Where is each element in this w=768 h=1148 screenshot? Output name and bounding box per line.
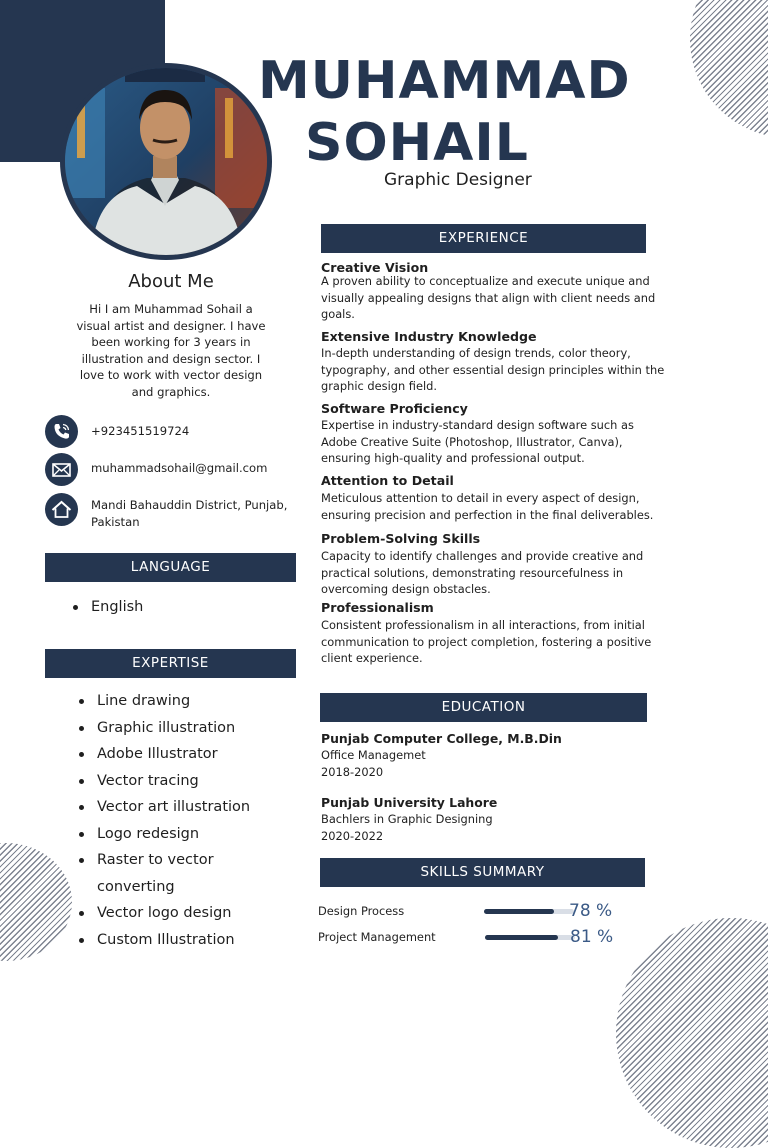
expertise-item: Vector logo design bbox=[97, 905, 232, 921]
hatch-decoration-bottom-right bbox=[616, 918, 768, 1148]
experience-title: Extensive Industry Knowledge bbox=[321, 329, 537, 344]
experience-title: Software Proficiency bbox=[321, 401, 468, 416]
home-icon bbox=[45, 493, 78, 526]
skill-percent: 81 % bbox=[570, 927, 614, 947]
expertise-item: Vector art illustration bbox=[97, 799, 251, 815]
description-line: Consistent professionalism in all interactions, from initial bbox=[321, 618, 645, 632]
job-title: Graphic Designer bbox=[384, 170, 532, 190]
education-school: Punjab Computer College, M.B.Din bbox=[321, 731, 562, 746]
skill-progress-track bbox=[484, 909, 574, 914]
expertise-item: Line drawing bbox=[97, 693, 191, 709]
list-item bbox=[97, 900, 250, 927]
experience-description bbox=[321, 417, 691, 467]
skills-heading: SKILLS SUMMARY bbox=[320, 858, 645, 887]
list-item bbox=[97, 927, 250, 954]
skill-percent: 78 % bbox=[569, 901, 613, 921]
education-years: 2020-2022 bbox=[321, 828, 384, 843]
email-address[interactable]: muhammadsohail@gmail.com bbox=[91, 461, 268, 475]
about-line: and graphics. bbox=[131, 384, 211, 399]
language-heading: LANGUAGE bbox=[45, 553, 296, 582]
education-details bbox=[321, 747, 426, 780]
list-item bbox=[91, 594, 143, 621]
language-list bbox=[91, 594, 143, 621]
address bbox=[91, 497, 287, 531]
skill-progress-fill bbox=[484, 909, 554, 914]
description-line: visually appealing designs that align with client needs and bbox=[321, 290, 656, 305]
skill-label: Design Process bbox=[318, 904, 405, 918]
about-line: love to work with vector design bbox=[79, 368, 263, 382]
list-item bbox=[97, 715, 250, 742]
description-line: practical solutions, demonstrating resourcefulness in bbox=[321, 565, 624, 580]
expertise-heading: EXPERTISE bbox=[45, 649, 296, 678]
language-item: English bbox=[91, 599, 144, 615]
skill-progress-fill bbox=[485, 935, 558, 940]
about-heading: About Me bbox=[128, 271, 214, 292]
education-degree: Office Managemet bbox=[321, 748, 426, 762]
about-line: been working for 3 years in bbox=[91, 335, 251, 349]
description-line: Meticulous attention to detail in every aspect of design, bbox=[321, 491, 640, 505]
hatch-decoration-top-right bbox=[690, 0, 768, 138]
about-line: visual artist and designer. I have bbox=[76, 318, 266, 333]
education-degree: Bachlers in Graphic Designing bbox=[321, 812, 493, 826]
experience-title: Professionalism bbox=[321, 600, 434, 615]
address-line: Pakistan bbox=[91, 515, 140, 529]
about-text bbox=[60, 301, 282, 400]
education-details bbox=[321, 811, 493, 844]
list-item bbox=[97, 847, 250, 874]
experience-title: Creative Vision bbox=[321, 260, 429, 275]
phone-number[interactable]: +923451519724 bbox=[91, 424, 190, 438]
list-item bbox=[97, 794, 250, 821]
description-line: Adobe Creative Suite (Photoshop, Illustrator, Canva), bbox=[321, 434, 623, 449]
experience-description bbox=[321, 490, 691, 523]
list-item bbox=[97, 688, 250, 715]
about-line: illustration and design sector. I bbox=[81, 351, 261, 366]
list-item bbox=[97, 741, 250, 768]
description-line: ensuring high-quality and professional output. bbox=[321, 451, 585, 466]
name-last: SOHAIL bbox=[305, 113, 529, 173]
mail-icon bbox=[45, 453, 78, 486]
description-line: A proven ability to conceptualize and execute unique and bbox=[321, 274, 650, 288]
description-line: typography, and other essential design principles within the bbox=[321, 362, 665, 377]
description-line: client experience. bbox=[321, 651, 423, 666]
experience-heading: EXPERIENCE bbox=[321, 224, 646, 253]
expertise-item: converting bbox=[97, 878, 175, 895]
hatch-decoration-bottom-left bbox=[0, 843, 72, 961]
profile-photo-image bbox=[65, 68, 267, 255]
description-line: graphic design field. bbox=[321, 379, 437, 394]
list-item bbox=[97, 821, 250, 848]
experience-title: Attention to Detail bbox=[321, 473, 454, 488]
skill-label: Project Management bbox=[318, 930, 436, 944]
description-line: Expertise in industry-standard design software such as bbox=[321, 418, 634, 432]
phone-icon bbox=[45, 415, 78, 448]
list-item bbox=[97, 768, 250, 795]
profile-photo bbox=[65, 68, 267, 255]
expertise-item: Adobe Illustrator bbox=[97, 746, 218, 762]
expertise-item: Logo redesign bbox=[97, 825, 200, 842]
about-line: Hi I am Muhammad Sohail a bbox=[89, 302, 253, 316]
experience-description bbox=[321, 273, 691, 323]
expertise-list bbox=[97, 688, 250, 953]
experience-title: Problem-Solving Skills bbox=[321, 531, 481, 546]
education-heading: EDUCATION bbox=[320, 693, 647, 722]
experience-description bbox=[321, 345, 691, 395]
name-first: MUHAMMAD bbox=[258, 51, 631, 111]
experience-description bbox=[321, 548, 691, 598]
description-line: Capacity to identify challenges and provide creative and bbox=[321, 549, 644, 563]
expertise-item: Raster to vector bbox=[97, 852, 214, 868]
experience-description bbox=[321, 617, 691, 667]
description-line: goals. bbox=[321, 307, 355, 322]
list-item-continued bbox=[97, 874, 250, 901]
description-line: overcoming design obstacles. bbox=[321, 582, 491, 597]
expertise-item: Vector tracing bbox=[97, 772, 199, 789]
skill-progress-track bbox=[485, 935, 575, 940]
expertise-item: Custom Illustration bbox=[97, 931, 235, 948]
expertise-item: Graphic illustration bbox=[97, 719, 236, 736]
description-line: ensuring precision and perfection in the final deliverables. bbox=[321, 507, 654, 522]
education-years: 2018-2020 bbox=[321, 764, 384, 779]
education-school: Punjab University Lahore bbox=[321, 795, 498, 810]
description-line: communication to project completion, fostering a positive bbox=[321, 634, 652, 649]
description-line: In-depth understanding of design trends, color theory, bbox=[321, 346, 631, 360]
address-line: Mandi Bahauddin District, Punjab, bbox=[91, 498, 288, 512]
